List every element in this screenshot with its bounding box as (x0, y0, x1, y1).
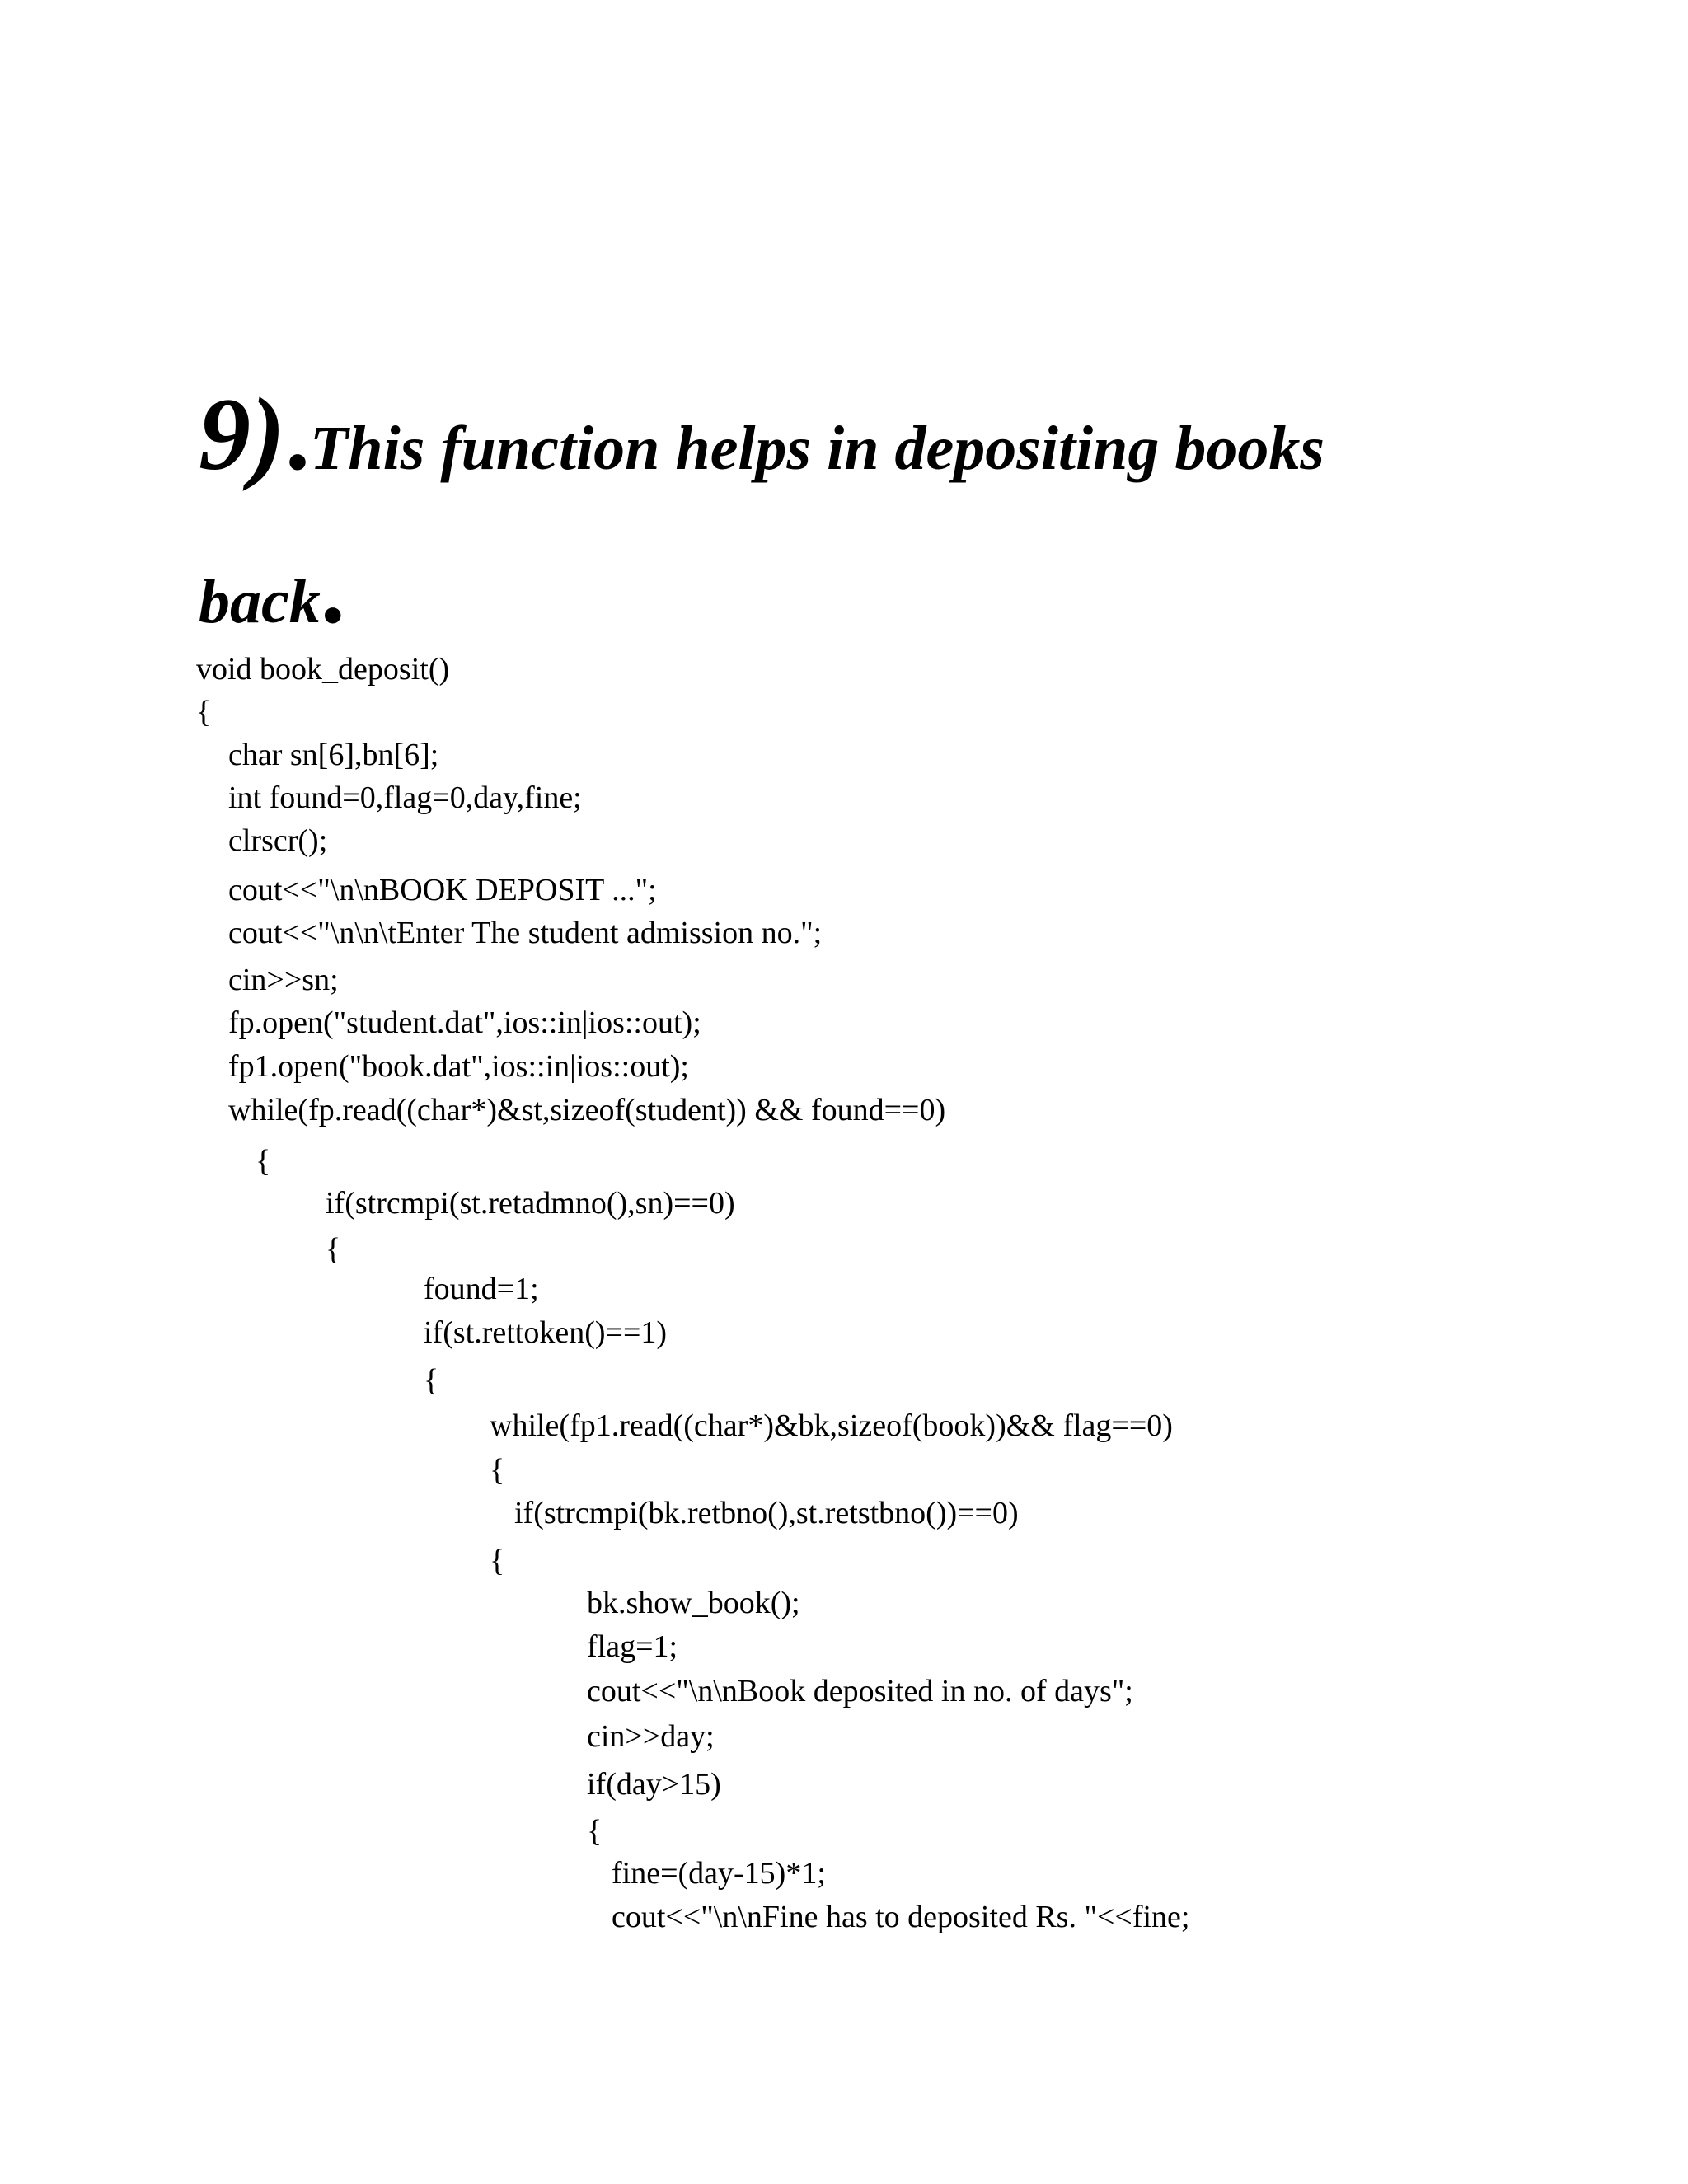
code-line: while(fp1.read((char*)&bk,sizeof(book))&& flag==0) (490, 1408, 1173, 1443)
code-line: { (587, 1814, 603, 1849)
code-line: { (490, 1544, 505, 1578)
code-line: if(st.rettoken()==1) (424, 1315, 668, 1350)
code-line: cin>>day; (587, 1719, 715, 1754)
code-line: cout<<"\n\n\tEnter The student admission no."; (228, 916, 823, 950)
code-line: fp1.open("book.dat",ios::in|ios::out); (228, 1049, 689, 1084)
section-title-continuation (199, 534, 345, 644)
code-line: cout<<"\n\nBOOK DEPOSIT ..."; (228, 873, 657, 907)
code-line: clrscr(); (228, 823, 328, 858)
code-line: if(day>15) (587, 1767, 721, 1802)
code-line: if(strcmpi(bk.retbno(),st.retstbno())==0) (514, 1496, 1019, 1530)
code-line: int found=0,flag=0,day,fine; (228, 780, 582, 815)
code-line: found=1; (424, 1272, 539, 1306)
section-number-dot: . (284, 381, 310, 490)
section-heading (199, 377, 1325, 492)
code-line: { (424, 1363, 439, 1398)
code-line: cout<<"\n\nBook deposited in no. of days"; (587, 1674, 1133, 1708)
code-line: if(strcmpi(st.retadmno(),sn)==0) (326, 1186, 735, 1221)
code-line: char sn[6],bn[6]; (228, 738, 439, 772)
section-title-line-1: This function helps in depositing books (309, 414, 1325, 483)
section-title-dot: . (320, 534, 345, 644)
code-line: void book_deposit() (196, 652, 450, 687)
code-line: { (256, 1144, 271, 1179)
section-number: 9) (199, 377, 285, 492)
code-line: flag=1; (587, 1629, 678, 1664)
code-line: while(fp.read((char*)&st,sizeof(student)) && found==0) (228, 1093, 946, 1127)
code-line: { (490, 1453, 505, 1488)
code-line: { (196, 695, 212, 729)
code-line: { (326, 1232, 341, 1267)
code-line: cout<<"\n\nFine has to deposited Rs. "<<fine; (612, 1900, 1190, 1934)
code-line: bk.show_book(); (587, 1586, 800, 1620)
code-line: fine=(day-15)*1; (612, 1856, 826, 1891)
code-line: fp.open("student.dat",ios::in|ios::out); (228, 1005, 701, 1040)
section-title-line-2: back (199, 567, 321, 636)
code-line: cin>>sn; (228, 963, 339, 997)
